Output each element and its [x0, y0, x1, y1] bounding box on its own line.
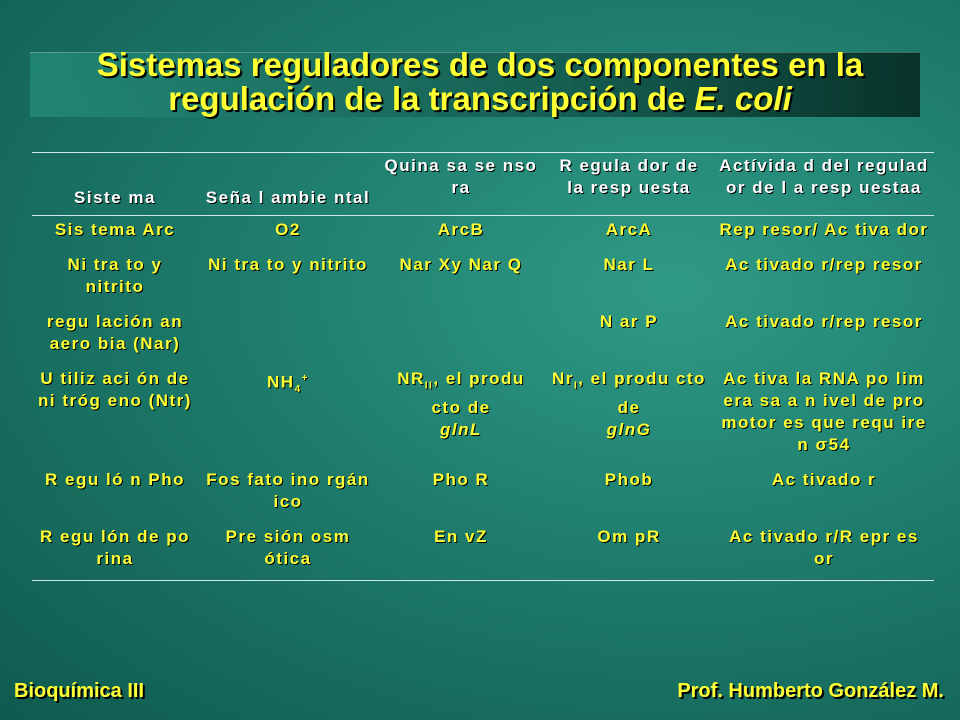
table-row — [32, 466, 934, 523]
table-header-row — [32, 153, 934, 216]
cell-activity: Ac tivado r/rep resor — [725, 255, 923, 274]
cell-kinase: Nar Xy Nar Q — [399, 255, 523, 274]
cell-system: Ni tra to y nitrito — [67, 255, 163, 296]
title-line-2-text: regulación de la transcripción de — [168, 80, 695, 117]
cell-signal — [198, 365, 378, 466]
ammonium-charge: + — [301, 373, 309, 384]
cell-activity: Ac tivado r/rep resor — [725, 312, 923, 331]
footer-author: Prof. Humberto González M. — [677, 680, 944, 702]
header-regulator: R egula dor de la resp uesta — [559, 156, 699, 197]
header-system: Siste ma — [74, 188, 156, 207]
cell-kinase — [378, 308, 544, 365]
cell-kinase — [378, 365, 544, 466]
cell-regulator: Nar L — [603, 255, 655, 274]
header-signal: Seña l ambie ntal — [205, 188, 371, 207]
cell-signal: Ni tra to y nitrito — [208, 255, 368, 274]
cell-activity: Rep resor/ Ac tiva dor — [719, 220, 929, 239]
cell-activity — [714, 365, 934, 466]
ammonium-subscript: 4 — [294, 384, 302, 396]
table-row — [32, 216, 934, 252]
regulator-name: Nr — [552, 369, 574, 388]
cell-system: U tiliz aci ón de ni tróg eno (Ntr) — [38, 369, 192, 410]
header-kinase: Quina sa se nso ra — [384, 156, 538, 197]
kinase-desc: , el produ cto de — [431, 369, 525, 418]
cell-kinase: Pho R — [432, 470, 490, 489]
table-row — [32, 523, 934, 581]
cell-signal: O2 — [275, 220, 301, 239]
sigma-factor: σ54 — [815, 435, 851, 454]
regulator-table — [32, 152, 934, 581]
cell-signal — [198, 308, 378, 365]
cell-signal: Fos fato ino rgán ico — [206, 470, 370, 511]
kinase-subscript: II — [424, 380, 434, 392]
activity-text: Ac tiva la RNA po lim era sa a n ivel de pro motor es que requ ire n — [721, 369, 927, 454]
table-row — [32, 251, 934, 308]
cell-activity: Ac tivado r — [771, 470, 877, 489]
title-organism: E. coli — [694, 80, 792, 117]
cell-regulator: Phob — [604, 470, 654, 489]
kinase-gene: glnL — [440, 420, 482, 440]
cell-kinase: ArcB — [437, 220, 485, 239]
cell-regulator: ArcA — [605, 220, 653, 239]
regulator-subscript: I — [573, 380, 579, 392]
kinase-name: NR — [397, 369, 425, 388]
cell-system: R egu ló n Pho — [45, 470, 185, 489]
ammonium-formula: NH — [267, 372, 295, 392]
cell-system: R egu lón de po rina — [40, 527, 190, 568]
footer-course: Bioquímica III — [14, 680, 145, 702]
regulator-gene: glnG — [606, 420, 652, 440]
cell-system: Sis tema Arc — [54, 220, 176, 239]
regulator-desc: , el produ cto de — [578, 369, 706, 418]
table-row — [32, 365, 934, 466]
table-row — [32, 308, 934, 365]
cell-regulator: N ar P — [599, 312, 659, 331]
slide-title — [0, 48, 960, 116]
cell-signal: Pre sión osm ótica — [225, 527, 351, 568]
title-line-1: Sistemas reguladores de dos componentes en la — [96, 46, 864, 83]
cell-regulator: Om pR — [597, 527, 661, 546]
title-line-2 — [0, 82, 960, 116]
cell-regulator — [544, 365, 714, 466]
header-activity: Actívida d del regulad or de l a resp uestaa — [719, 156, 929, 197]
cell-system: regu lación an aero bia (Nar) — [46, 312, 184, 353]
cell-kinase: En vZ — [434, 527, 488, 546]
cell-activity: Ac tivado r/R epr es or — [729, 527, 919, 568]
